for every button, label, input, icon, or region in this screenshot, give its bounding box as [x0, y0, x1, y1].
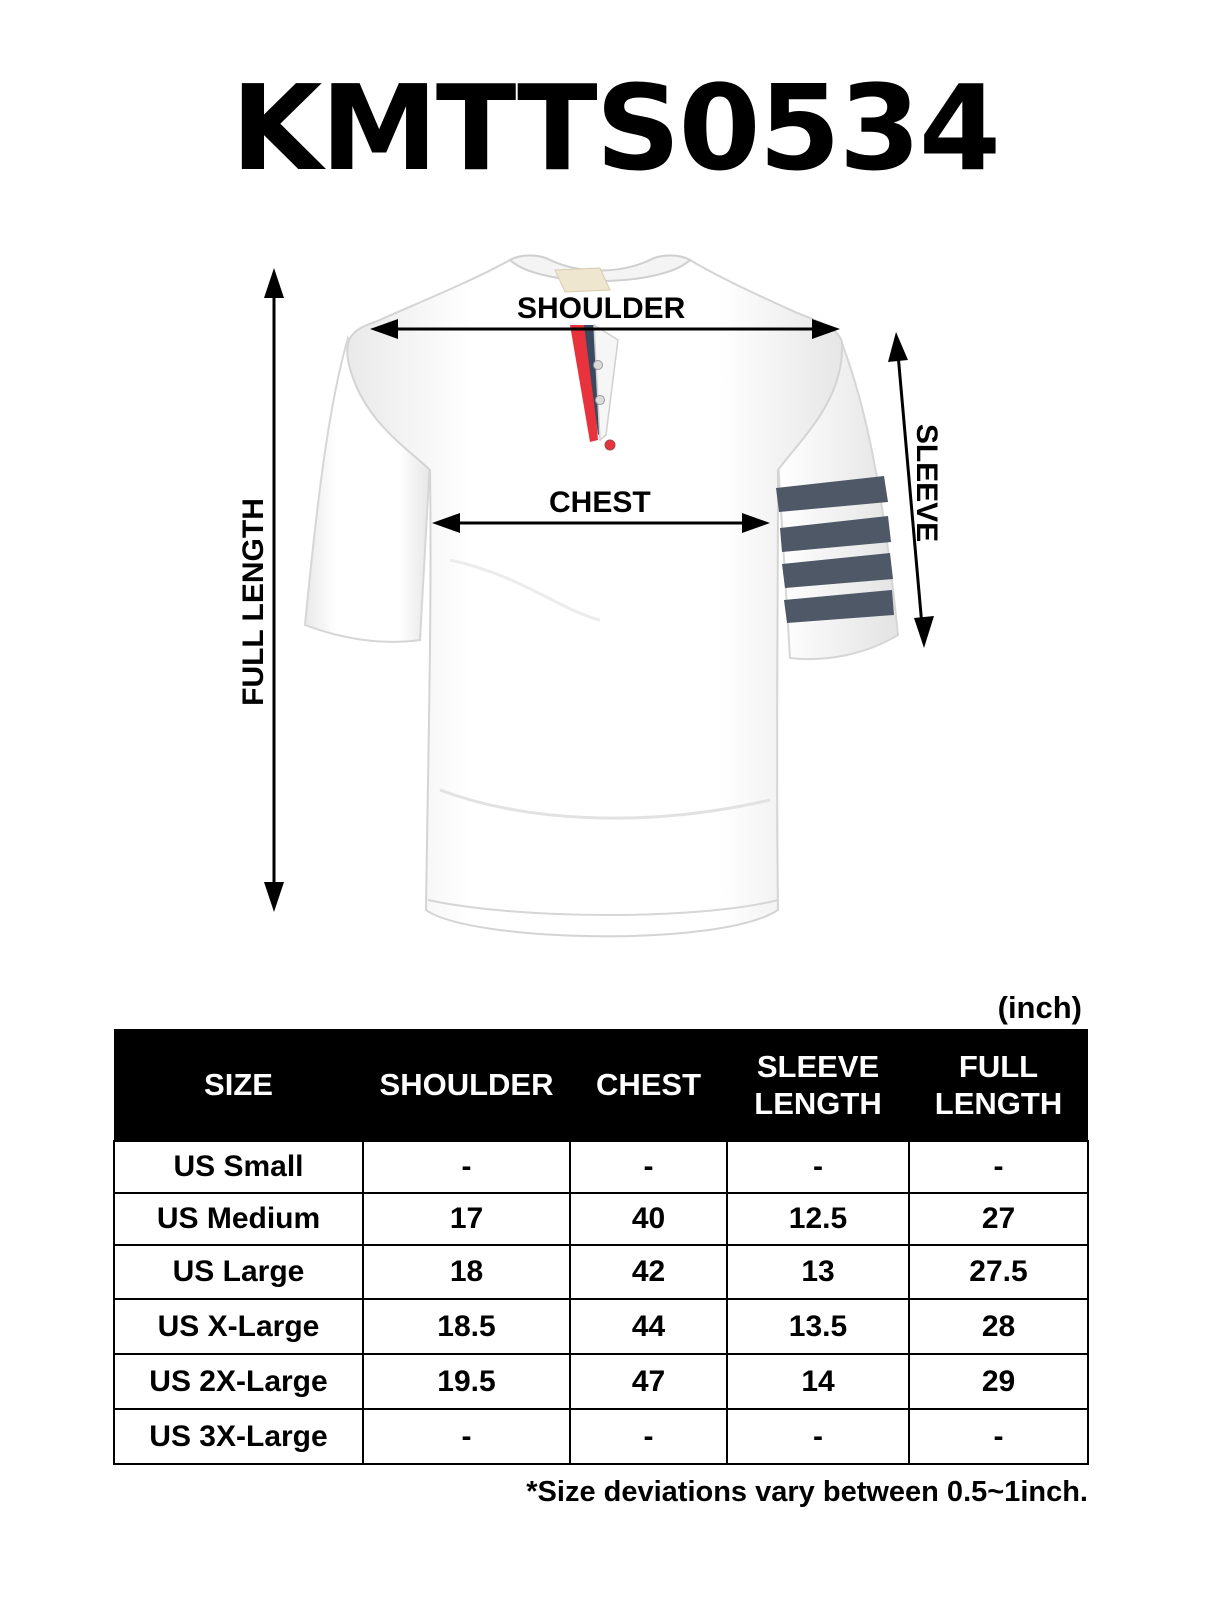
- size-chart-table: [113, 1029, 1089, 1465]
- shoulder-label: SHOULDER: [517, 292, 686, 325]
- size-cell: US Large: [114, 1245, 363, 1299]
- chest-cell: 44: [570, 1299, 727, 1354]
- full-length-label: FULL LENGTH: [237, 498, 270, 706]
- unit-label: (inch): [997, 990, 1082, 1025]
- size-cell: US 3X-Large: [114, 1409, 363, 1464]
- sleeve-length-cell: -: [727, 1141, 909, 1193]
- shoulder-cell: 19.5: [363, 1354, 570, 1409]
- full-length-cell: 27: [909, 1193, 1088, 1245]
- header-size: SIZE: [114, 1029, 363, 1141]
- henley-shirt-illustration: [0, 230, 1230, 970]
- button-1: [594, 361, 603, 370]
- sleeve-length-cell: 13.5: [727, 1299, 909, 1354]
- chest-cell: 47: [570, 1354, 727, 1409]
- table-row: [114, 1409, 1088, 1464]
- size-cell: US Small: [114, 1141, 363, 1193]
- size-cell: US X-Large: [114, 1299, 363, 1354]
- full-length-cell: 28: [909, 1299, 1088, 1354]
- button-2: [596, 396, 605, 405]
- chest-cell: -: [570, 1409, 727, 1464]
- sleeve-label: SLEEVE: [910, 423, 943, 543]
- full-length-cell: -: [909, 1141, 1088, 1193]
- shoulder-cell: 18.5: [363, 1299, 570, 1354]
- table-row: [114, 1193, 1088, 1245]
- shoulder-cell: -: [363, 1141, 570, 1193]
- sleeve-length-cell: 13: [727, 1245, 909, 1299]
- table-row: [114, 1299, 1088, 1354]
- size-cell: US 2X-Large: [114, 1354, 363, 1409]
- header-chest: CHEST: [570, 1029, 727, 1141]
- size-deviation-note: *Size deviations vary between 0.5~1inch.: [526, 1476, 1088, 1508]
- chest-label: CHEST: [549, 486, 651, 519]
- table-row: [114, 1141, 1088, 1193]
- header-shoulder: SHOULDER: [363, 1029, 570, 1141]
- button-3: [605, 440, 615, 450]
- shoulder-cell: 18: [363, 1245, 570, 1299]
- product-code-title: KMTTS0534: [231, 59, 999, 197]
- full-length-cell: -: [909, 1409, 1088, 1464]
- shoulder-cell: -: [363, 1409, 570, 1464]
- sleeve-length-cell: 14: [727, 1354, 909, 1409]
- full-length-cell: 27.5: [909, 1245, 1088, 1299]
- header-full-length: FULL LENGTH: [909, 1029, 1088, 1141]
- size-cell: US Medium: [114, 1193, 363, 1245]
- shoulder-cell: 17: [363, 1193, 570, 1245]
- shirt-measurement-figure: [0, 230, 1230, 970]
- chest-cell: -: [570, 1141, 727, 1193]
- header-sleeve-length: SLEEVE LENGTH: [727, 1029, 909, 1141]
- sleeve-length-cell: -: [727, 1409, 909, 1464]
- table-row: [114, 1354, 1088, 1409]
- full-length-cell: 29: [909, 1354, 1088, 1409]
- table-row: [114, 1245, 1088, 1299]
- table-header-row: [114, 1029, 1088, 1141]
- sleeve-length-cell: 12.5: [727, 1193, 909, 1245]
- chest-cell: 40: [570, 1193, 727, 1245]
- neck-label: [555, 268, 610, 292]
- chest-cell: 42: [570, 1245, 727, 1299]
